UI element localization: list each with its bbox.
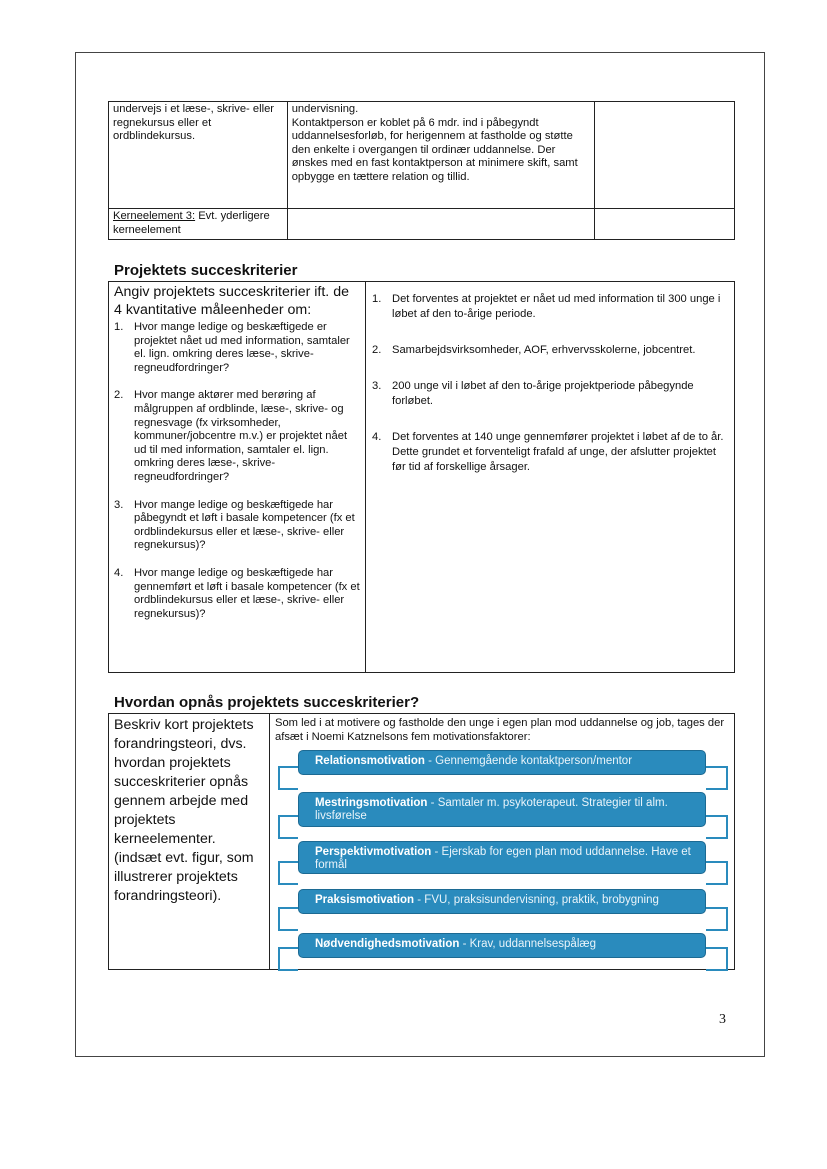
kerneelement-table xyxy=(108,101,735,240)
bracket-left xyxy=(278,947,298,971)
table-row xyxy=(109,714,735,970)
list-item: 4. Det forventes at 140 unge gennemfører projektet i løbet af de to år. Dette grundet et forventeligt frafald af unge, der afslutter projektet før tid af forskellige årsager. xyxy=(372,431,724,473)
table-cell xyxy=(287,209,594,240)
list-item: 4. Hvor mange ledige og beskæftigede har gennemført et løft i basale kompetencer (fx et ordblindekursus eller et læse-, skrive- eller regnekursus)? xyxy=(114,566,360,620)
bracket-right xyxy=(706,815,728,839)
factor-bar: Mestringsmotivation - Samtaler m. psykoterapeut. Strategier til alm. livsførelse xyxy=(298,792,706,827)
table-cell xyxy=(287,102,594,209)
questions-list xyxy=(114,321,360,621)
cell-text: Evt. yderligere kerneelement xyxy=(113,210,270,236)
questions-cell xyxy=(109,282,366,673)
succeskriterier-table xyxy=(108,281,735,673)
intro-text: Som led i at motivere og fastholde den unge i egen plan mod uddannelse og job, tages der afsæt i Noemi Katznelsons fem motivationsfaktorer: xyxy=(275,717,725,743)
factor-bar: Nødvendighedsmotivation - Krav, uddannelsespålæg xyxy=(298,933,706,958)
bracket-right xyxy=(706,907,728,931)
list-item: 1. Det forventes at projektet er nået ud med information til 300 unge i løbet af den to-årige periode. xyxy=(372,293,721,320)
bracket-right xyxy=(706,861,728,885)
section-title: Hvordan opnås projektets succeskriterier? xyxy=(114,694,420,711)
factor-bar: Praksismotivation - FVU, praksisundervisning, praktik, brobygning xyxy=(298,889,706,914)
page-number: 3 xyxy=(719,1012,726,1027)
table-row xyxy=(109,209,735,240)
table-row xyxy=(109,102,735,209)
list-item: 3. Hvor mange ledige og beskæftigede har påbegyndt et løft i basale kompetencer (fx et ordblindekursus eller et læse-, skrive- eller regnekursus)? xyxy=(114,498,355,552)
cell-text: Beskriv kort projektets forandringsteori, dvs. hvordan projektets succeskriterier opnås gennem arbejde med projektets kerneelementer. (indsæt evt. figur, som illustrerer projektets forandringsteori). xyxy=(114,717,254,904)
list-item: 1. Hvor mange ledige og beskæftigede er projektet nået ud med information, samtaler el. lign. omkring deres læse-, skrive- regneudfordringer? xyxy=(114,321,350,374)
list-item: 3. 200 unge vil i løbet af den to-årige projektperiode påbegynde forløbet. xyxy=(372,380,694,407)
list-item: 2. Hvor mange aktører med berøring af målgruppen af ordblinde, læse-, skrive- og regnesvage (fx virksomheder, kommuner/jobcentre m.v.) er projektet nået ud til med information, samtaler el. lign. omkring deres læse-, skrive-regneudfordringer? xyxy=(114,389,348,483)
table-cell xyxy=(109,209,288,240)
answers-list xyxy=(372,292,728,475)
bracket-right xyxy=(706,766,728,790)
table-cell xyxy=(594,102,734,209)
list-item: 2. Samarbejdsvirksomheder, AOF, erhvervsskolerne, jobcentret. xyxy=(372,344,696,356)
forandringsteori-table xyxy=(108,713,735,970)
section-title: Projektets succeskriterier xyxy=(114,262,298,279)
description-cell xyxy=(109,714,270,970)
bracket-left xyxy=(278,907,298,931)
bracket-left xyxy=(278,766,298,790)
factor-bar: Relationsmotivation - Gennemgående kontaktperson/mentor xyxy=(298,750,706,775)
cell-text: undervisning. xyxy=(291,103,359,115)
bracket-left xyxy=(278,815,298,839)
cell-text: Kontaktperson er koblet på 6 mdr. ind i påbegyndt uddannelsesforløb, for herigennem at fastholde og støtte den enkelte i overgangen til ordinær uddannelse. Der ønskes med en fast kontaktperson at minimere skift, samt opbygge en tættere relation og tillid. xyxy=(291,116,578,183)
cell-text: undervejs i et læse-, skrive- eller regnekursus eller et ordblindekursus. xyxy=(113,103,275,143)
table-row xyxy=(109,282,735,673)
factor-bar: Perspektivmotivation - Ejerskab for egen plan mod uddannelse. Have et formål xyxy=(298,841,706,874)
lead-text: Angiv projektets succeskriterier ift. de 4 kvantitative måleenheder om: xyxy=(114,284,349,318)
answers-cell xyxy=(366,282,735,673)
table-cell xyxy=(109,102,288,209)
bracket-left xyxy=(278,861,298,885)
kerneelement-label: Kerneelement 3: xyxy=(113,210,196,222)
table-cell xyxy=(594,209,734,240)
figure-cell xyxy=(270,714,735,970)
bracket-right xyxy=(706,947,728,971)
